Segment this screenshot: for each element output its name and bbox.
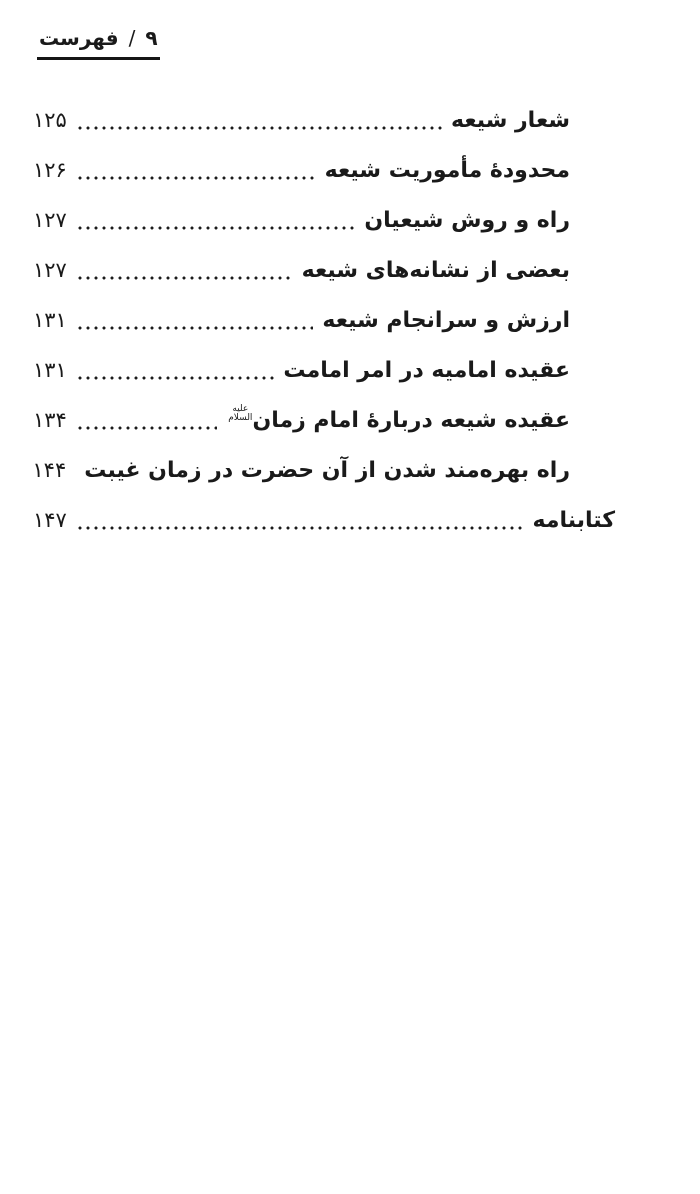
dot-leader xyxy=(76,276,293,280)
toc-entry-title: شعار شیعه xyxy=(450,107,570,133)
dot-leader xyxy=(76,176,316,180)
dot-leader xyxy=(76,526,524,530)
toc-entry xyxy=(33,395,615,445)
toc-entry-title: راه بهره‌مند شدن از آن حضرت در زمان غیبت xyxy=(84,457,570,483)
toc-entry-page: ۱۳۴ xyxy=(33,408,67,432)
toc-entry-title: محدودۀ مأموریت شیعه xyxy=(324,157,570,183)
toc-entry xyxy=(33,345,615,395)
toc-entry-page: ۱۳۱ xyxy=(33,358,67,382)
toc-entry-title: بعضی از نشانه‌های شیعه xyxy=(301,257,570,283)
toc-entry-page: ۱۴۴ xyxy=(32,458,67,482)
toc-list xyxy=(33,95,615,545)
toc-entry xyxy=(33,295,615,345)
dot-leader xyxy=(76,126,442,130)
toc-entry xyxy=(33,195,615,245)
toc-entry-title: راه و روش شیعیان xyxy=(364,207,570,233)
honorific-bottom: السلام xyxy=(228,413,253,423)
honorific-alayhis-salam xyxy=(228,405,252,424)
running-header-separator: / xyxy=(128,26,136,50)
toc-entry xyxy=(33,445,615,495)
toc-entry-title: عقیده امامیه در امر امامت xyxy=(283,357,570,383)
toc-entry-title: کتابنامه xyxy=(532,507,615,533)
running-header-page-number: ۹ xyxy=(145,26,158,50)
toc-entry xyxy=(33,95,615,145)
toc-entry-title: ارزش و سرانجام شیعه xyxy=(322,307,570,333)
toc-entry-page: ۱۲۵ xyxy=(33,108,67,132)
running-header-title: فهرست xyxy=(39,26,119,50)
honorific-top: علیه xyxy=(232,403,249,414)
toc-entry xyxy=(33,245,615,295)
toc-entry xyxy=(33,145,615,195)
toc-entry-page: ۱۳۱ xyxy=(33,308,67,332)
toc-entry xyxy=(33,495,615,545)
dot-leader xyxy=(76,326,314,330)
toc-entry-title: عقیده شیعه دربارۀ امام زمان xyxy=(252,407,570,433)
toc-entry-page: ۱۲۷ xyxy=(33,208,67,232)
dot-leader xyxy=(76,376,274,380)
dot-leader xyxy=(76,226,356,230)
running-header xyxy=(37,26,160,60)
toc-entry-page: ۱۲۶ xyxy=(33,158,67,182)
toc-entry-page: ۱۲۷ xyxy=(33,258,67,282)
dot-leader xyxy=(76,426,217,430)
toc-entry-page: ۱۴۷ xyxy=(33,508,67,532)
